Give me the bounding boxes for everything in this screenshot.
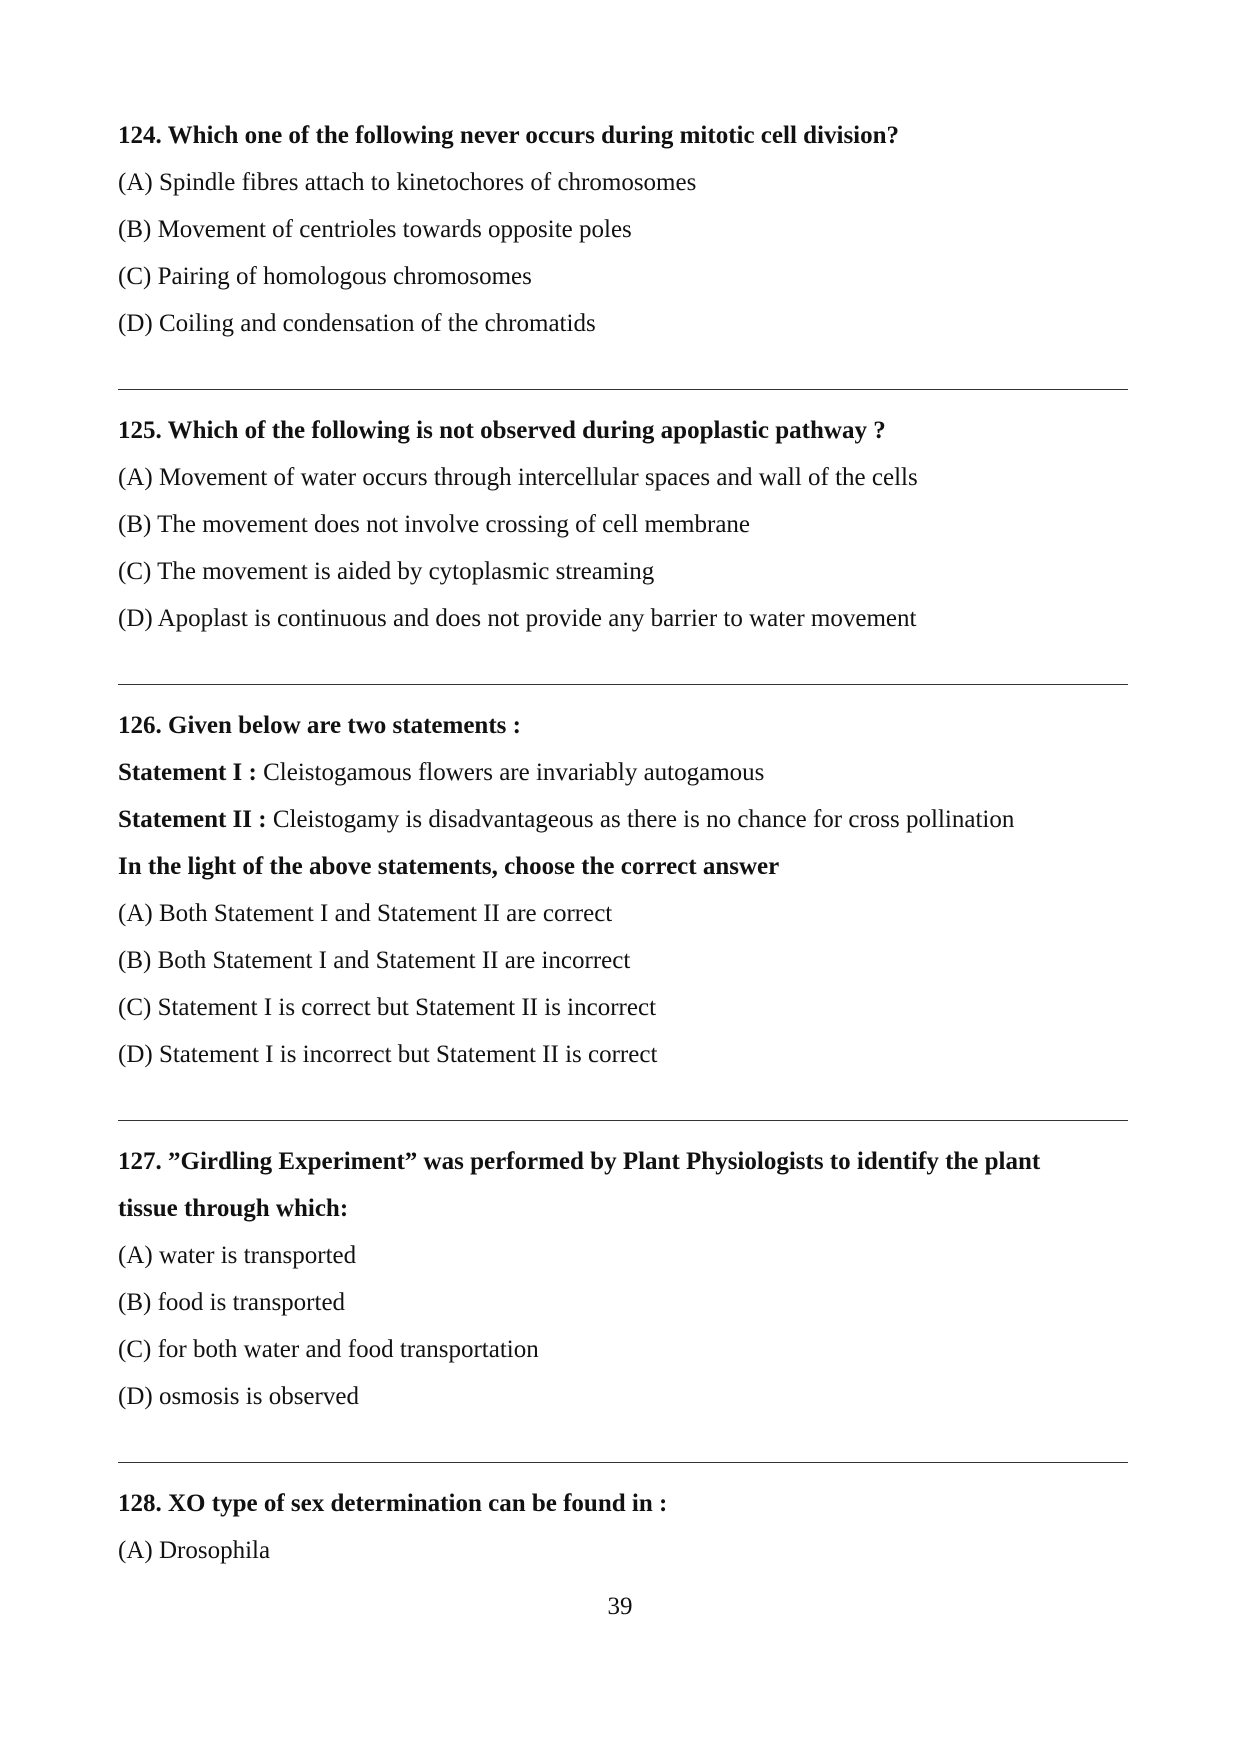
question-instruction: In the light of the above statements, choose the correct answer xyxy=(118,853,780,880)
option-a: (A) Movement of water occurs through intercellular spaces and wall of the cells xyxy=(118,464,918,491)
statement-1 xyxy=(118,749,1128,796)
question-number: 124. xyxy=(118,122,162,149)
option-b: (B) Both Statement I and Statement II are incorrect xyxy=(118,947,631,974)
option-a: (A) Both Statement I and Statement II are correct xyxy=(118,900,613,927)
statement-2-text: Cleistogamy is disadvantageous as there is no chance for cross pollination xyxy=(266,806,1015,833)
statement-2-label: Statement II : xyxy=(118,806,267,833)
question-title xyxy=(118,1138,1128,1185)
statement-1-text: Cleistogamous flowers are invariably autogamous xyxy=(256,759,765,786)
option-d: (D) Statement I is incorrect but Statement II is correct xyxy=(118,1041,658,1068)
question-title-continued: tissue through which: xyxy=(118,1195,349,1222)
option-a: (A) Drosophila xyxy=(118,1537,271,1564)
question-number: 126. xyxy=(118,712,162,739)
option-b: (B) The movement does not involve crossing of cell membrane xyxy=(118,511,751,538)
option-c: (C) Statement I is correct but Statement II is incorrect xyxy=(118,994,657,1021)
question-title xyxy=(118,1480,1128,1527)
option-a: (A) Spindle fibres attach to kinetochores of chromosomes xyxy=(118,169,697,196)
option-b: (B) food is transported xyxy=(118,1289,346,1316)
option-d: (D) osmosis is observed xyxy=(118,1383,359,1410)
question-title xyxy=(118,702,1128,749)
question-divider xyxy=(118,684,1128,685)
question-number: 128. xyxy=(118,1490,162,1517)
question-text: XO type of sex determination can be found in : xyxy=(168,1490,668,1517)
question-128 xyxy=(118,1480,1128,1574)
question-divider xyxy=(118,1462,1128,1463)
statement-2 xyxy=(118,796,1128,843)
question-title xyxy=(118,112,1128,159)
question-text: Which of the following is not observed during apoplastic pathway ? xyxy=(167,417,886,444)
question-127 xyxy=(118,1138,1128,1420)
option-d: (D) Apoplast is continuous and does not provide any barrier to water movement xyxy=(118,605,917,632)
question-title xyxy=(118,407,1128,454)
option-d: (D) Coiling and condensation of the chromatids xyxy=(118,310,596,337)
question-124 xyxy=(118,112,1128,347)
option-c: (C) The movement is aided by cytoplasmic streaming xyxy=(118,558,655,585)
question-divider xyxy=(118,389,1128,390)
question-number: 125. xyxy=(118,417,162,444)
page-number: 39 xyxy=(607,1593,633,1620)
question-text: Which one of the following never occurs during mitotic cell division? xyxy=(167,122,900,149)
statement-1-label: Statement I : xyxy=(118,759,257,786)
option-a: (A) water is transported xyxy=(118,1242,357,1269)
question-125 xyxy=(118,407,1128,642)
option-b: (B) Movement of centrioles towards opposite poles xyxy=(118,216,632,243)
question-number: 127. xyxy=(118,1148,162,1175)
question-126 xyxy=(118,702,1128,1078)
option-c: (C) for both water and food transportation xyxy=(118,1336,539,1363)
question-divider xyxy=(118,1120,1128,1121)
page-content xyxy=(118,112,1128,1574)
question-text: ”Girdling Experiment” was performed by Plant Physiologists to identify the plant xyxy=(168,1148,1041,1175)
question-text: Given below are two statements : xyxy=(168,712,521,739)
option-c: (C) Pairing of homologous chromosomes xyxy=(118,263,532,290)
